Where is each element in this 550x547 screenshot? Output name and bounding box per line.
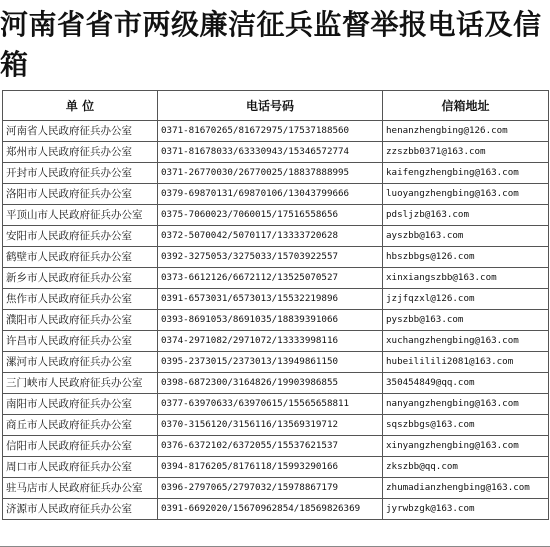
unit-cell: 漯河市人民政府征兵办公室 bbox=[3, 352, 158, 373]
email-cell: hbszbbgs@126.com bbox=[383, 247, 549, 268]
table-row bbox=[3, 331, 549, 352]
unit-cell: 周口市人民政府征兵办公室 bbox=[3, 457, 158, 478]
email-cell: zkszbb@qq.com bbox=[383, 457, 549, 478]
unit-cell: 济源市人民政府征兵办公室 bbox=[3, 499, 158, 520]
phone-cell: 0393-8691053/8691035/18839391066 bbox=[158, 310, 383, 331]
unit-cell: 开封市人民政府征兵办公室 bbox=[3, 163, 158, 184]
phone-cell: 0373-6612126/6672112/13525070527 bbox=[158, 268, 383, 289]
email-cell: sqszbbgs@163.com bbox=[383, 415, 549, 436]
table-row bbox=[3, 121, 549, 142]
email-cell: xinxiangszbb@163.com bbox=[383, 268, 549, 289]
contact-table bbox=[2, 90, 549, 520]
unit-cell: 焦作市人民政府征兵办公室 bbox=[3, 289, 158, 310]
phone-cell: 0379-69870131/69870106/13043799666 bbox=[158, 184, 383, 205]
email-cell: hubeililili2081@163.com bbox=[383, 352, 549, 373]
table-row bbox=[3, 142, 549, 163]
table-row bbox=[3, 436, 549, 457]
phone-cell: 0370-3156120/3156116/13569319712 bbox=[158, 415, 383, 436]
table-row bbox=[3, 478, 549, 499]
email-cell: kaifengzhengbing@163.com bbox=[383, 163, 549, 184]
phone-cell: 0396-2797065/2797032/15978867179 bbox=[158, 478, 383, 499]
table-row bbox=[3, 247, 549, 268]
email-cell: 350454849@qq.com bbox=[383, 373, 549, 394]
unit-cell: 安阳市人民政府征兵办公室 bbox=[3, 226, 158, 247]
table-row bbox=[3, 352, 549, 373]
unit-cell: 洛阳市人民政府征兵办公室 bbox=[3, 184, 158, 205]
email-cell: zzszbb0371@163.com bbox=[383, 142, 549, 163]
email-cell: pdsljzb@163.com bbox=[383, 205, 549, 226]
unit-cell: 郑州市人民政府征兵办公室 bbox=[3, 142, 158, 163]
table-row bbox=[3, 394, 549, 415]
email-cell: xuchangzhengbing@163.com bbox=[383, 331, 549, 352]
email-cell: xinyangzhengbing@163.com bbox=[383, 436, 549, 457]
email-cell: henanzhengbing@126.com bbox=[383, 121, 549, 142]
phone-cell: 0394-8176205/8176118/15993290166 bbox=[158, 457, 383, 478]
unit-cell: 南阳市人民政府征兵办公室 bbox=[3, 394, 158, 415]
table-row bbox=[3, 205, 549, 226]
table-row bbox=[3, 268, 549, 289]
column-header-phone: 电话号码 bbox=[158, 91, 383, 121]
email-cell: jyrwbzgk@163.com bbox=[383, 499, 549, 520]
unit-cell: 平顶山市人民政府征兵办公室 bbox=[3, 205, 158, 226]
email-cell: zhumadianzhengbing@163.com bbox=[383, 478, 549, 499]
unit-cell: 信阳市人民政府征兵办公室 bbox=[3, 436, 158, 457]
table-row bbox=[3, 310, 549, 331]
email-cell: nanyangzhengbing@163.com bbox=[383, 394, 549, 415]
table-row bbox=[3, 163, 549, 184]
email-cell: ayszbb@163.com bbox=[383, 226, 549, 247]
table-row bbox=[3, 184, 549, 205]
phone-cell: 0371-81670265/81672975/17537188560 bbox=[158, 121, 383, 142]
phone-cell: 0391-6692020/15670962854/18569826369 bbox=[158, 499, 383, 520]
table-row bbox=[3, 226, 549, 247]
phone-cell: 0371-81678033/63330943/15346572774 bbox=[158, 142, 383, 163]
phone-cell: 0392-3275053/3275033/15703922557 bbox=[158, 247, 383, 268]
table-row bbox=[3, 289, 549, 310]
table-header-row bbox=[3, 91, 549, 121]
unit-cell: 三门峡市人民政府征兵办公室 bbox=[3, 373, 158, 394]
phone-cell: 0391-6573031/6573013/15532219896 bbox=[158, 289, 383, 310]
page-title: 河南省省市两级廉洁征兵监督举报电话及信箱 bbox=[0, 8, 542, 81]
email-cell: luoyangzhengbing@163.com bbox=[383, 184, 549, 205]
phone-cell: 0376-6372102/6372055/15537621537 bbox=[158, 436, 383, 457]
table-row bbox=[3, 457, 549, 478]
table-row bbox=[3, 373, 549, 394]
phone-cell: 0374-2971082/2971072/13333998116 bbox=[158, 331, 383, 352]
table-row bbox=[3, 499, 549, 520]
phone-cell: 0375-7060023/7060015/17516558656 bbox=[158, 205, 383, 226]
unit-cell: 濮阳市人民政府征兵办公室 bbox=[3, 310, 158, 331]
phone-cell: 0372-5070042/5070117/13333720628 bbox=[158, 226, 383, 247]
unit-cell: 新乡市人民政府征兵办公室 bbox=[3, 268, 158, 289]
unit-cell: 鹤壁市人民政府征兵办公室 bbox=[3, 247, 158, 268]
table-row bbox=[3, 415, 549, 436]
email-cell: jzjfqzxl@126.com bbox=[383, 289, 549, 310]
unit-cell: 许昌市人民政府征兵办公室 bbox=[3, 331, 158, 352]
column-header-email: 信箱地址 bbox=[383, 91, 549, 121]
email-cell: pyszbb@163.com bbox=[383, 310, 549, 331]
phone-cell: 0398-6872300/3164826/19903986855 bbox=[158, 373, 383, 394]
table-body bbox=[3, 121, 549, 520]
unit-cell: 商丘市人民政府征兵办公室 bbox=[3, 415, 158, 436]
unit-cell: 河南省人民政府征兵办公室 bbox=[3, 121, 158, 142]
column-header-unit: 单 位 bbox=[3, 91, 158, 121]
phone-cell: 0377-63970633/63970615/15565658811 bbox=[158, 394, 383, 415]
phone-cell: 0371-26770030/26770025/18837888995 bbox=[158, 163, 383, 184]
phone-cell: 0395-2373015/2373013/13949861150 bbox=[158, 352, 383, 373]
unit-cell: 驻马店市人民政府征兵办公室 bbox=[3, 478, 158, 499]
